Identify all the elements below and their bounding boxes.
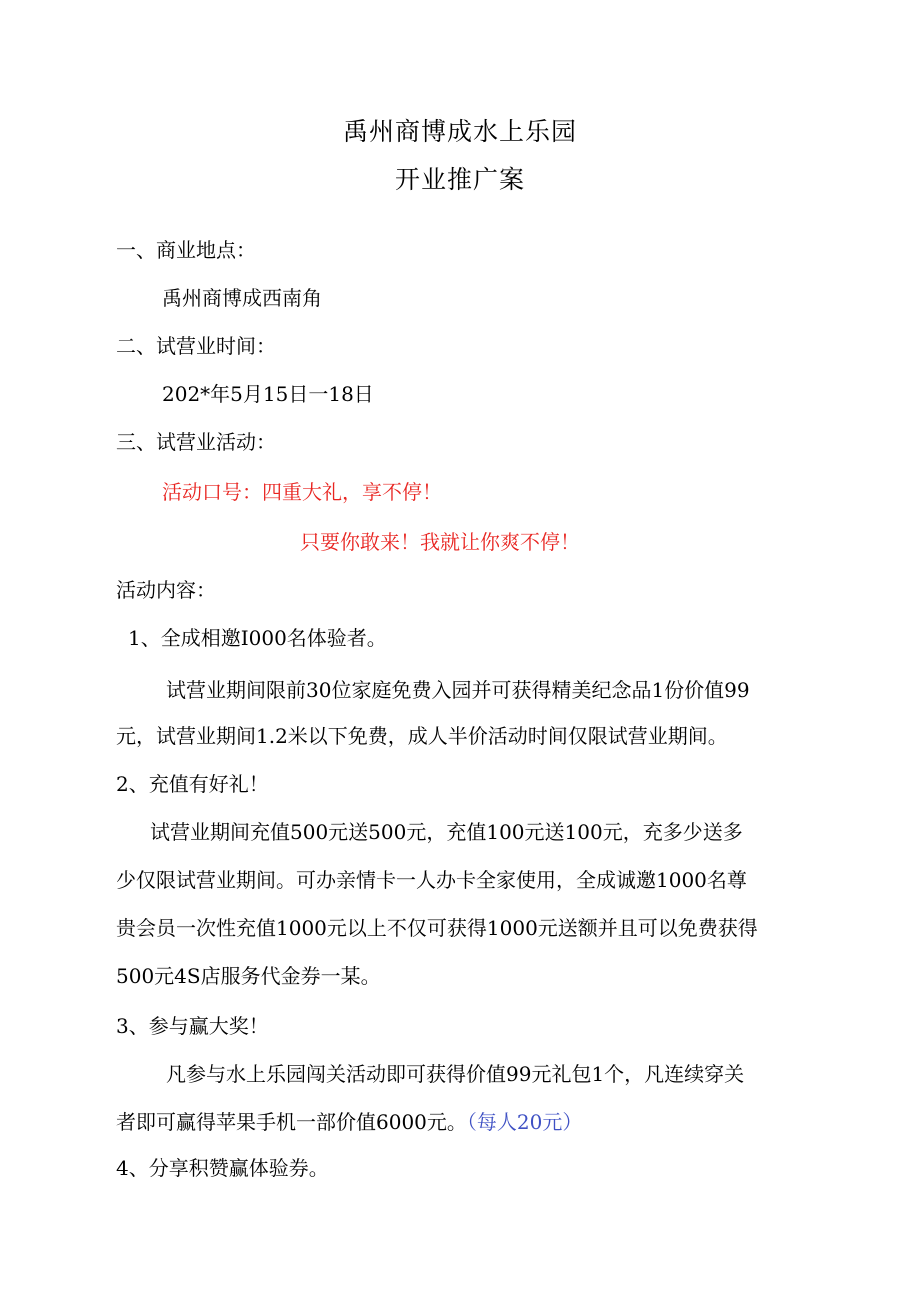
activity-sub-slogan: 只要你敢来！我就让你爽不停！ — [300, 530, 580, 554]
item2-body-line1: 试营业期间充值500元送500元，充值100元送100元，充多少送多 — [150, 820, 743, 844]
item3-body-text: 者即可赢得苹果手机一部价值6000元。 — [116, 1110, 467, 1134]
item3-price-note: （每人20元） — [466, 1110, 583, 1134]
document-subtitle: 开业推广案 — [394, 165, 525, 194]
item1-heading: 1、全成相邀I000名体验者。 — [128, 626, 387, 650]
section2-heading: 二、试营业时间： — [116, 334, 276, 358]
activity-content-label: 活动内容： — [116, 578, 216, 602]
item1-body-line1: 试营业期间限前30位家庭免费入园并可获得精美纪念品1份价值99 — [166, 678, 750, 702]
activity-slogan: 活动口号：四重大礼，享不停！ — [162, 480, 442, 504]
item3-heading: 3、参与赢大奖！ — [116, 1014, 269, 1038]
document-title: 禹州商博成水上乐园 — [342, 117, 577, 146]
item1-body-line2: 元，试营业期间1.2米以下免费，成人半价活动时间仅限试营业期间。 — [116, 724, 728, 748]
item2-body-line3: 贵会员一次性充值1000元以上不仅可获得1000元送额并且可以免费获得 — [116, 916, 758, 940]
section1-content: 禹州商博成西南角 — [162, 286, 322, 310]
section1-heading: 一、商业地点： — [116, 238, 256, 262]
item2-heading: 2、充值有好礼！ — [116, 772, 269, 796]
section3-heading: 三、试营业活动： — [116, 430, 276, 454]
item3-body-line1: 凡参与水上乐园闯关活动即可获得价值99元礼包1个，凡连续穿关 — [166, 1062, 745, 1086]
item2-body-line4: 500元4S店服务代金券一某。 — [116, 964, 381, 988]
item2-body-line2: 少仅限试营业期间。可办亲情卡一人办卡全家使用，全成诚邀1000名尊 — [116, 868, 747, 892]
section2-content: 202*年5月15日一18日 — [162, 382, 374, 406]
item3-body-line2 — [116, 1108, 582, 1136]
item4-heading: 4、分享积赞赢体验券。 — [116, 1156, 329, 1180]
